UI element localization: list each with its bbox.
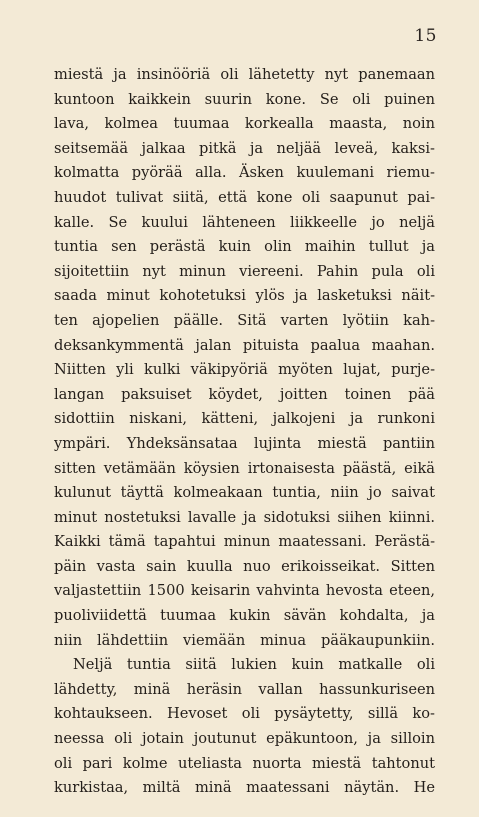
text-line: seitsemää jalkaa pitkä ja neljää leveä, kaksi-	[54, 139, 435, 157]
text-line: kuntoon kaikkein suurin kone. Se oli puinen	[54, 90, 435, 108]
text-line: ten ajopelien päälle. Sitä varten lyötiin kah-	[54, 311, 435, 329]
text-line: langan paksuiset köydet, joitten toinen pää	[54, 385, 435, 403]
text-line: sidottiin niskani, kätteni, jalkojeni ja runkoni	[54, 410, 435, 428]
text-line: kurkistaa, miltä minä maatessani näytän. He	[54, 779, 435, 797]
text-line: neessa oli jotain joutunut epäkuntoon, ja silloin	[54, 730, 435, 748]
text-line: puoliviidettä tuumaa kukin sävän kohdalta, ja	[54, 607, 435, 625]
text-line: kolmatta pyörää alla. Äsken kuulemani riemu-	[54, 164, 435, 182]
text-line: minut nostetuksi lavalle ja sidotuksi siihen kiinni.	[54, 508, 435, 526]
text-line: tuntia sen perästä kuin olin maihin tullut ja	[54, 238, 435, 256]
text-line: kalle. Se kuului lähteneen liikkeelle jo neljä	[54, 213, 435, 231]
text-line: lähdetty, minä heräsin vallan hassunkuriseen	[54, 680, 435, 698]
page-number: 15	[414, 26, 437, 46]
text-line: Kaikki tämä tapahtui minun maatessani. Perästä-	[54, 533, 435, 551]
text-line: lava, kolmea tuumaa korkealla maasta, noin	[54, 115, 435, 133]
body-text	[54, 63, 435, 801]
text-line: Neljä tuntia siitä lukien kuin matkalle oli	[73, 656, 435, 674]
text-line: Niitten yli kulki väkipyöriä myöten lujat, purje-	[54, 361, 435, 379]
text-line: miestä ja insinööriä oli lähetetty nyt panemaan	[54, 66, 435, 83]
text-line: kulunut täyttä kolmeakaan tuntia, niin jo saivat	[54, 484, 435, 502]
text-line: valjastettiin 1500 keisarin vahvinta hevosta eteen,	[54, 582, 435, 600]
text-line: niin lähdettiin viemään minua pääkaupunkiin.	[54, 631, 435, 649]
text-line: sijoitettiin nyt minun viereeni. Pahin pula oli	[54, 262, 435, 280]
text-line: oli pari kolme uteliasta nuorta miestä tahtonut	[54, 754, 435, 772]
text-line: päin vasta sain kuulla nuo erikoisseikat. Sitten	[54, 557, 435, 575]
text-line: deksankymmentä jalan pituista paalua maahan.	[54, 336, 435, 354]
text-line: kohtaukseen. Hevoset oli pysäytetty, sillä ko-	[54, 705, 435, 723]
text-line: sitten vetämään köysien irtonaisesta päästä, eikä	[54, 459, 435, 477]
text-line: huudot tulivat siitä, että kone oli saapunut pai-	[54, 188, 435, 206]
text-line: saada minut kohotetuksi ylös ja lasketuksi näit-	[54, 287, 435, 305]
text-line: ympäri. Yhdeksänsataa lujinta miestä pantiin	[54, 434, 435, 452]
